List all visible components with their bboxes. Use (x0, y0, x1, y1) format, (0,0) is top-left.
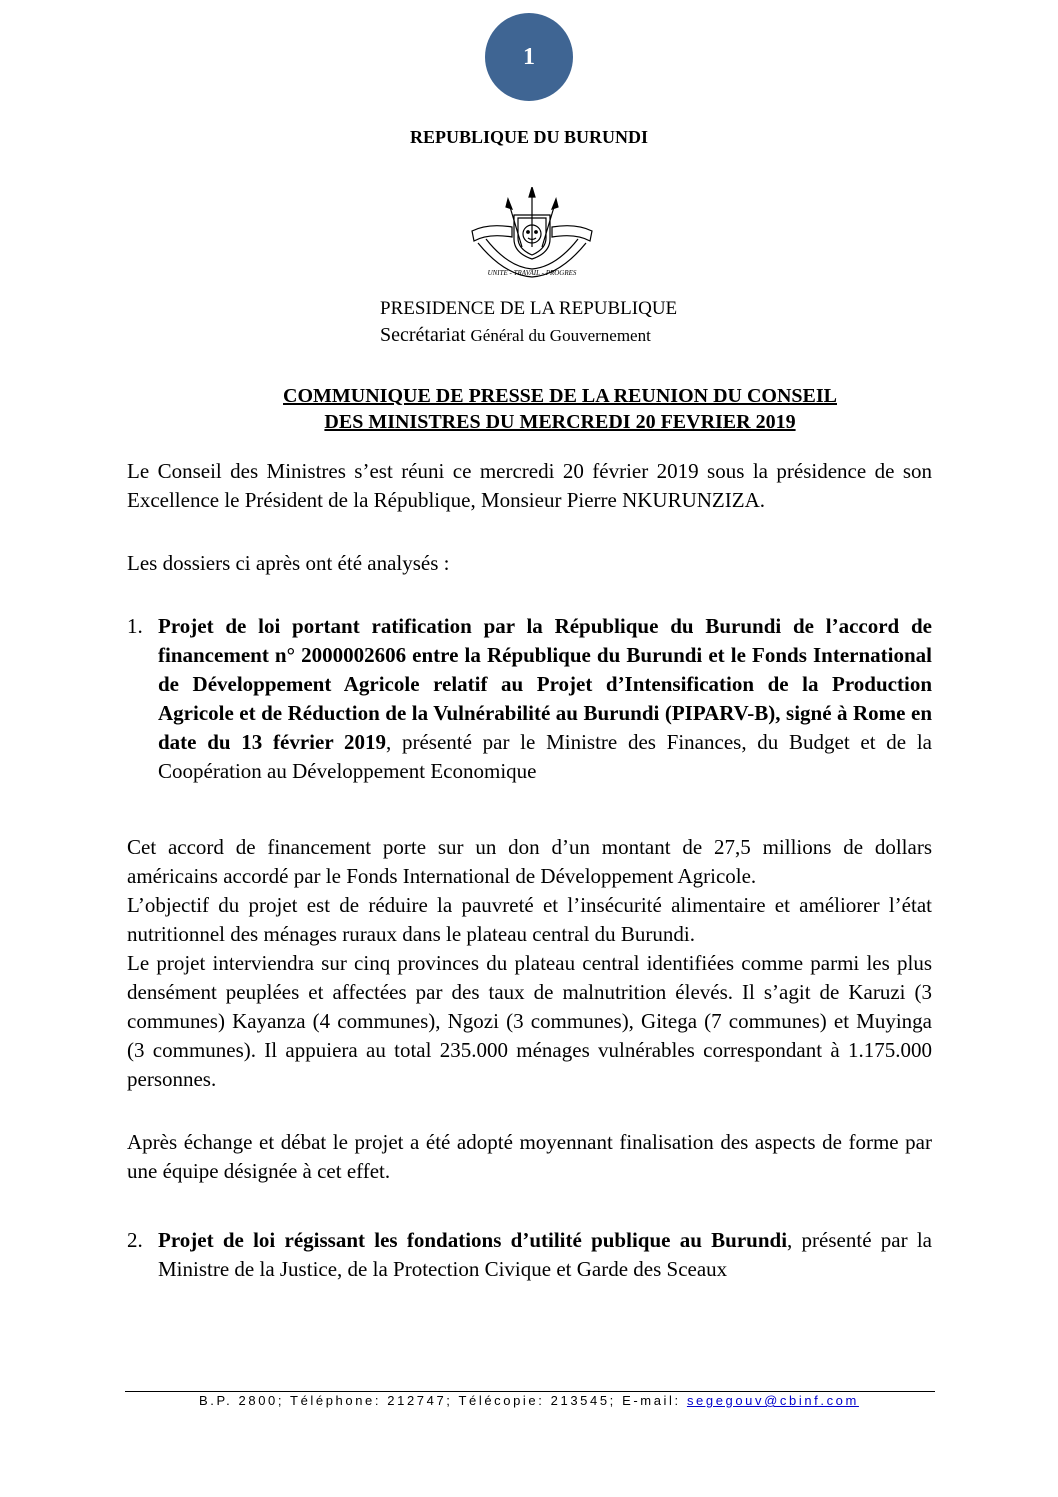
republic-heading: REPUBLIQUE DU BURUNDI (409, 127, 649, 147)
secretariat-part1: Secrétariat (380, 324, 466, 346)
agenda-item-rest: , présenté par la Ministre de la Justice, de la Protection Civique et Garde des Sceaux (158, 1228, 933, 1281)
footer-contact (0, 1393, 1058, 1408)
provinces-paragraph: Le projet interviendra sur cinq provinces du plateau central identifiées comme parmi les plus densément peuplées et affectées par des taux de malnutrition élevés. Il s’agit de Karuzi (3 communes) Kayanza (4 communes), Ngozi (3 communes), Gitega (7 communes) et Muyinga (3 communes). Il appuiera au total 235.000 ménages vulnérables correspondant à 1.175.000 personnes. (127, 951, 932, 1091)
agenda-item-bold: Projet de loi portant ratification par la République du Burundi de l’accord de financement n° 2000002606 entre la République du Burundi et le Fonds International de Développement Agricole relatif au Projet d’Intensification de la Production Agricole et de Réduction de la Vulnérabilité au Burundi (PIPARV-B), signé à Rome en date du 13 février 2019 (158, 614, 932, 754)
objective-paragraph: L’objectif du projet est de réduire la pauvreté et l’insécurité alimentaire et améliorer l’état nutritionnel des ménages ruraux dans le plateau central du Burundi. (127, 893, 932, 946)
agenda-item-text (158, 612, 932, 786)
agenda-item-rest: , présenté par le Ministre des Finances, du Budget et de la Coopération au Développement Economique (158, 730, 932, 783)
agenda-item-number: 2. (127, 1228, 143, 1252)
presidence-label: PRESIDENCE DE LA REPUBLIQUE (380, 298, 678, 319)
document-title (0, 383, 1058, 435)
footer-email-link[interactable]: segegouv@cbinf.com (686, 1393, 859, 1408)
financing-paragraph: Cet accord de financement porte sur un don d’un montant de 27,5 millions de dollars américains accordé par le Fonds International de Développement Agricole. (127, 835, 932, 888)
title-line-1: COMMUNIQUE DE PRESSE DE LA REUNION DU CONSEIL (283, 385, 837, 407)
intro-paragraph: Le Conseil des Ministres s’est réuni ce mercredi 20 février 2019 sous la présidence de son Excellence le Président de la République, Monsieur Pierre NKURUNZIZA. (127, 459, 932, 512)
agenda-item-number: 1. (127, 614, 143, 638)
secretariat-part2: Général du Gouvernement (470, 326, 651, 345)
page-number: 1 (523, 43, 535, 70)
footer-divider (125, 1391, 935, 1392)
agenda-item-1 (127, 612, 932, 786)
agenda-item-bold: Projet de loi régissant les fondations d’utilité publique au Burundi (158, 1228, 788, 1252)
dossiers-intro: Les dossiers ci après ont été analysés : (127, 551, 450, 575)
emblem-motto: UNITE - TRAVAIL - PROGRES (487, 269, 577, 277)
page-number-badge (485, 13, 573, 101)
coat-of-arms-emblem (464, 187, 600, 285)
title-line-2: DES MINISTRES DU MERCREDI 20 FEVRIER 2019 (324, 411, 796, 433)
adoption-paragraph: Après échange et débat le projet a été adopté moyennant finalisation des aspects de forme par une équipe désignée à cet effet. (127, 1130, 932, 1183)
presidence-block (380, 296, 677, 349)
secretariat-label (380, 322, 677, 349)
document-body (127, 457, 932, 1284)
agenda-item-text (158, 1226, 932, 1284)
footer-contact-text: B.P. 2800; Téléphone: 212747; Télécopie: 213545; E-mail: (199, 1393, 687, 1408)
agenda-item-2 (127, 1226, 932, 1284)
